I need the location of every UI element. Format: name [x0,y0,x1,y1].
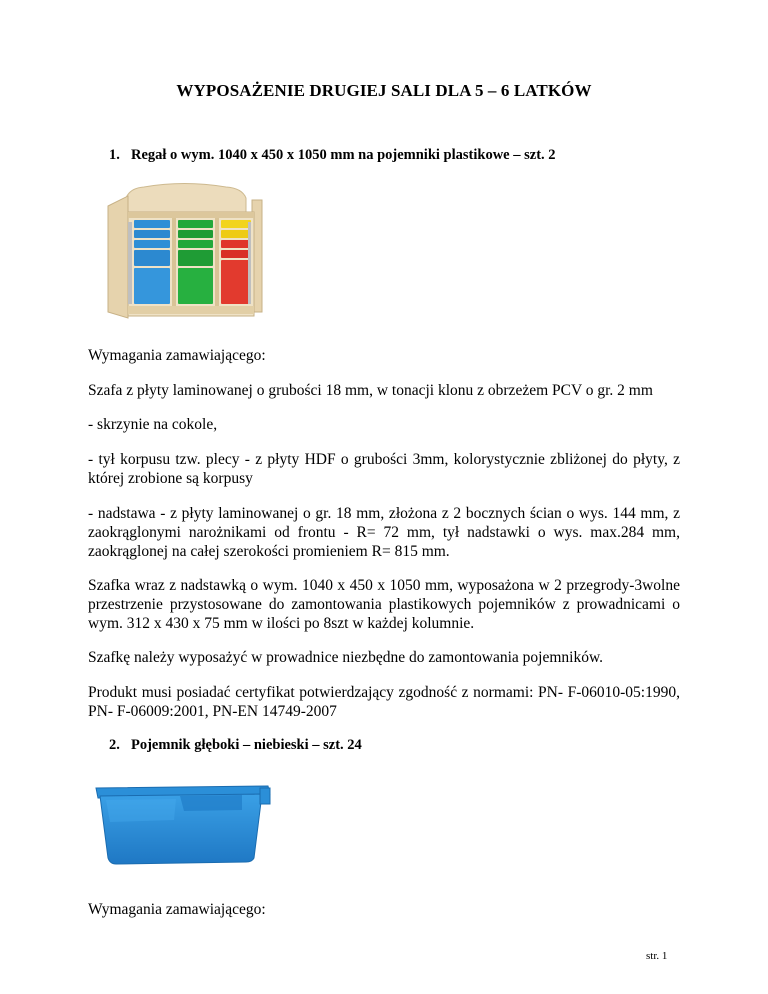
page-number: str. 1 [646,950,668,962]
section-1-paragraph-2: - skrzynie na cokole, [88,416,218,433]
section-1-paragraph-1: Szafa z płyty laminowanej o grubości 18 mm, w tonacji klonu z obrzeżem PCV o gr. 2 mm [88,382,653,399]
section-1-paragraph-4: - nadstawa - z płyty laminowanej o gr. 18 mm, złożona z 2 bocznych ścian o wys. 144 mm, z zaokrąglonymi narożnikami od frontu - R= 72 mm, tył nadstawki o wys. max.284 mm, zaokrąglonej na całej szerokości promieniem R= 815 mm. [88,505,680,560]
section-1-heading-text: Regał o wym. 1040 x 450 x 1050 mm na pojemniki plastikowe – szt. 2 [131,147,556,163]
shelf-image [104,178,266,320]
section-1-requirements-label: Wymagania zamawiającego: [88,347,266,364]
blue-container-image [92,780,274,866]
section-1-number: 1. [109,147,120,163]
section-1-paragraph-3: - tył korpusu tzw. plecy - z płyty HDF o grubości 3mm, kolorystycznie zbliżonej do płyty, z której zrobione są korpusy [88,451,680,487]
section-1-paragraph-7: Produkt musi posiadać certyfikat potwierdzający zgodność z normami: PN- F-06010-05:1990, PN- F-06009:2001, PN-EN 14749-2007 [88,684,680,720]
section-2-requirements-label: Wymagania zamawiającego: [88,901,266,918]
section-2-heading-text: Pojemnik głęboki – niebieski – szt. 24 [131,737,362,753]
section-2-number: 2. [109,737,120,753]
section-2-heading [109,737,362,754]
section-1-paragraph-5: Szafka wraz z nadstawką o wym. 1040 x 450 x 1050 mm, wyposażona w 2 przegrody-3wolne przestrzenie przystosowane do zamontowania plastikowych pojemników z prowadnicami o wym. 312 x 430 x 75 mm w ilości po 8szt w każdej kolumnie. [88,577,680,632]
section-1-heading [109,147,556,164]
section-1-paragraph-6: Szafkę należy wyposażyć w prowadnice niezbędne do zamontowania pojemników. [88,649,604,666]
page-title: WYPOSAŻENIE DRUGIEJ SALI DLA 5 – 6 LATKÓW [176,81,592,100]
